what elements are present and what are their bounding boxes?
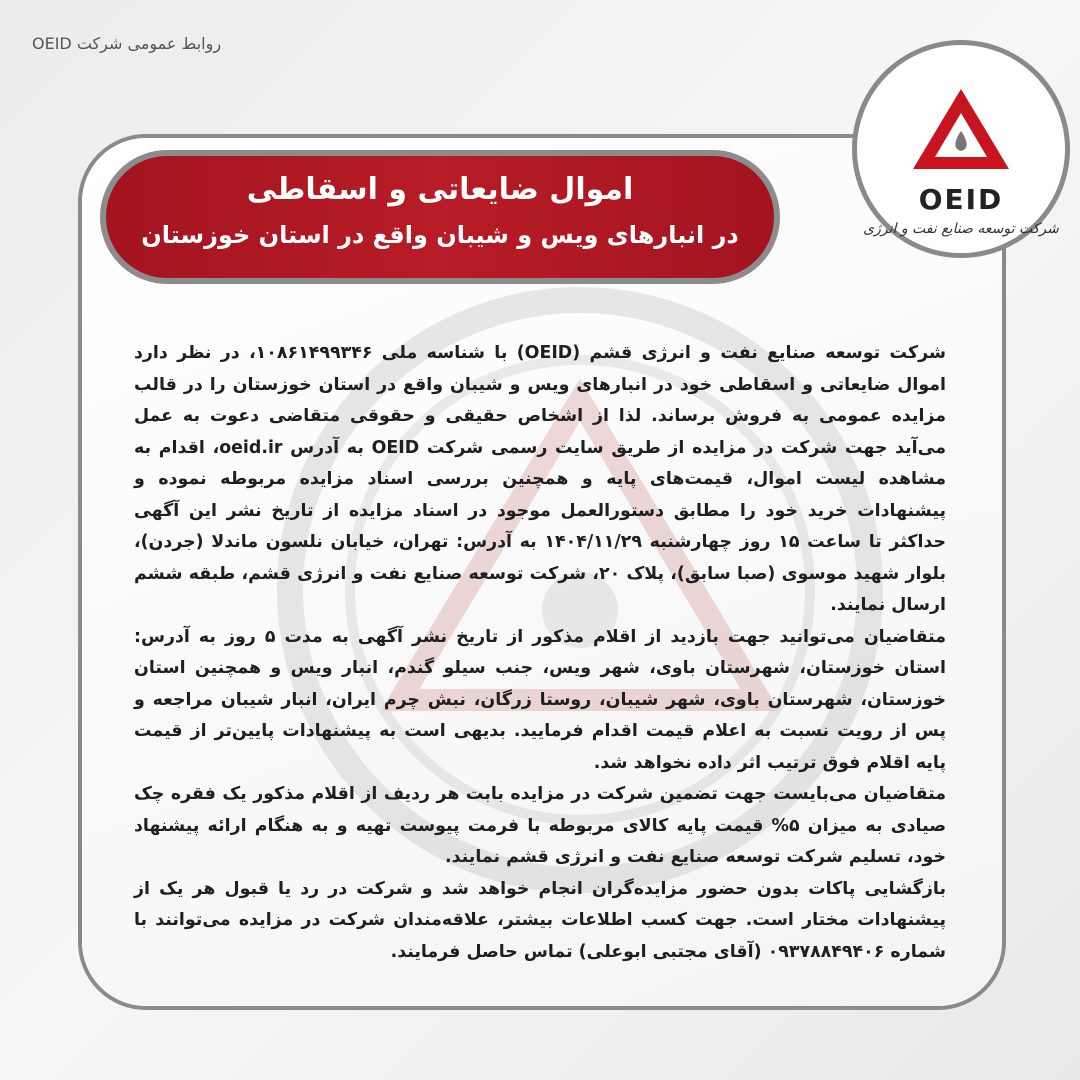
body-paragraph-1: شرکت توسعه صنایع نفت و انرژی قشم (OEID) با شناسه ملی ۱۰۸۶۱۴۹۹۳۴۶، در نظر دارد اموال ضایعاتی و اسقاطی خود در انبارهای ویس و شیبان واقع در استان خوزستان را در قالب مزایده عمومی به فروش برساند. لذا از اشخاص حقیقی و حقوقی متقاضی دعوت به عمل می‌آید جهت شرکت در مزایده از طریق سایت رسمی شرکت OEID به آدرس oeid.ir، اقدام به مشاهده لیست اموال، قیمت‌های پایه و همچنین بررسی اسناد مزایده مربوطه نموده و پیشنهادات خرید خود را مطابق دستورالعمل موجود در اسناد مزایده از تاریخ نشر این آگهی حداکثر تا ساعت ۱۵ روز چهارشنبه ۱۴۰۴/۱۱/۲۹ به آدرس: تهران، خیابان نلسون ماندلا (جردن)، بلوار شهید موسوی (صبا سابق)، پلاک ۲۰، شرکت توسعه صنایع نفت و انرژی قشم، طبقه ششم ارسال نمایند. — [134, 343, 946, 615]
announcement-subtitle: در انبارهای ویس و شیبان واقع در استان خوزستان — [141, 221, 739, 249]
body-paragraph-4: بازگشایی پاکات بدون حضور مزایده‌گران انجام خواهد شد و شرکت در رد یا قبول هر یک از پیشنهادات مختار است. جهت کسب اطلاعات بیشتر، علاقه‌مندان شرکت در مزایده می‌توانند با شماره ۰۹۳۷۸۸۴۹۴۰۶ (آقای مجتبی ابوعلی) تماس حاصل فرمایند. — [134, 878, 946, 962]
logo-tagline: شرکت توسعه صنایع نفت و انرژی — [863, 221, 1059, 237]
pr-label: روابط عمومی شرکت OEID — [32, 34, 222, 53]
title-banner — [100, 150, 780, 284]
announcement-body — [134, 338, 946, 968]
body-paragraph-3: متقاضیان می‌بایست جهت تضمین شرکت در مزایده بابت هر ردیف از اقلام مذکور یک فقره چک صیادی به میزان ۵% قیمت پایه کالای مربوطه با فرمت پیوست تهیه و به هنگام ارائه پیشنهاد خود، تسلیم شرکت توسعه صنایع نفت و انرژی قشم نمایند. — [134, 784, 946, 867]
logo-name: OEID — [918, 183, 1004, 216]
body-paragraph-2: متقاضیان می‌توانید جهت بازدید از اقلام مذکور از تاریخ نشر آگهی به مدت ۵ روز به آدرس: استان خوزستان، شهرستان باوی، شهر ویس، جنب سیلو گندم، انبار ویس و همچنین استان خوزستان، شهرستان باوی، شهر شیبان، روستا زرگان، نبش چرم ایران، انبار شیبان مراجعه و پس از رویت نسبت به اعلام قیمت اقدام فرمایید. بدیهی است به پیشنهادات پایین‌تر از قیمت پایه اقلام فوق ترتیب اثر داده نخواهد شد. — [134, 626, 947, 773]
announcement-title: اموال ضایعاتی و اسقاطی — [246, 172, 634, 207]
triangle-drop-logo-icon — [909, 83, 1013, 179]
company-logo — [852, 40, 1070, 258]
